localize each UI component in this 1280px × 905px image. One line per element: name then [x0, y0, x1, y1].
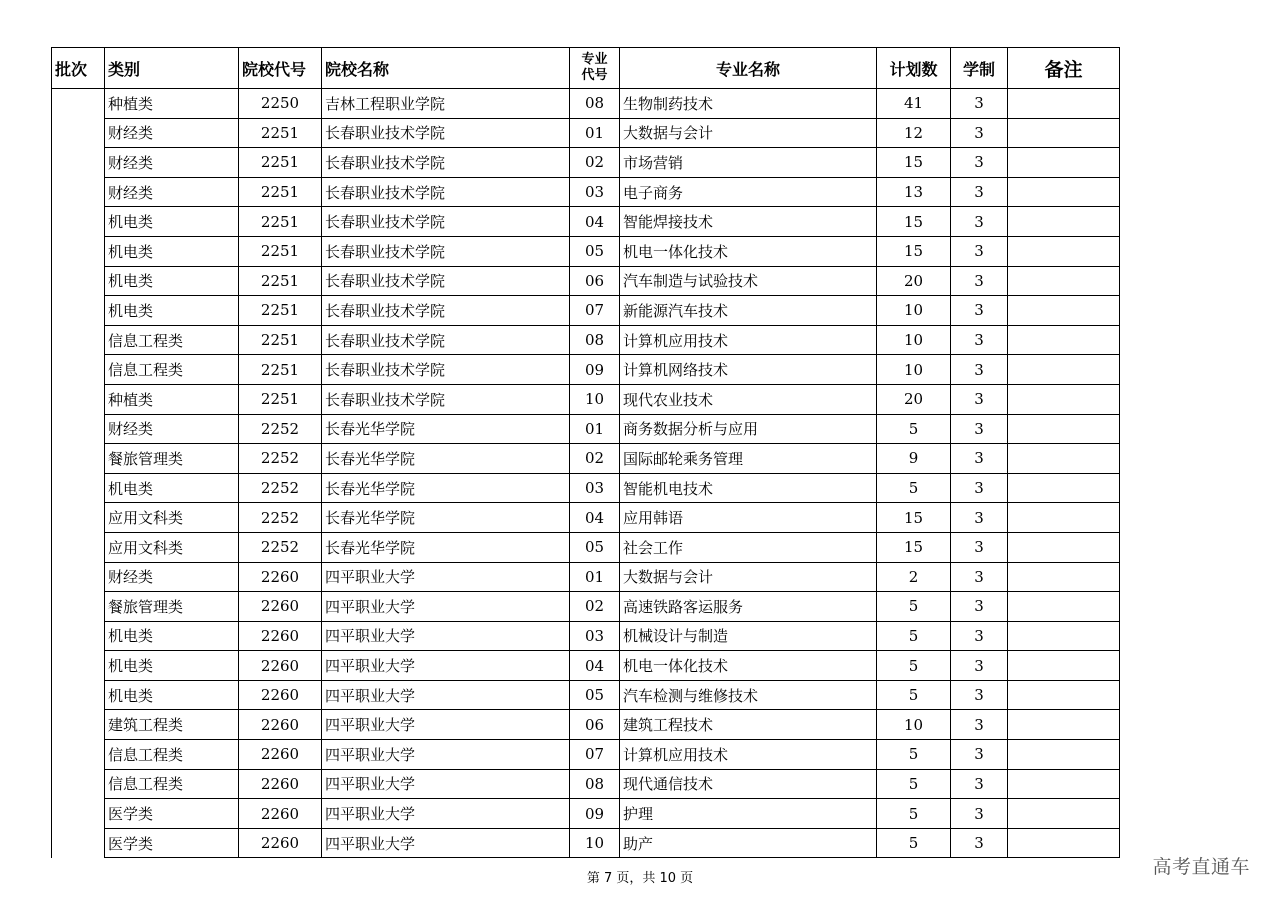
cell-school-code: 2251: [239, 355, 322, 385]
cell-school-name: 长春职业技术学院: [322, 207, 570, 237]
cell-major-code: 02: [570, 148, 620, 178]
cell-school-name: 四平职业大学: [322, 651, 570, 681]
header-row: [52, 48, 1120, 89]
cell-school-name: 长春职业技术学院: [322, 325, 570, 355]
cell-remarks: [1008, 325, 1120, 355]
cell-school-name: 长春职业技术学院: [322, 266, 570, 296]
cell-major-code: 10: [570, 828, 620, 858]
cell-major-name: 现代通信技术: [620, 769, 877, 799]
cell-remarks: [1008, 621, 1120, 651]
cell-school-name: 长春职业技术学院: [322, 236, 570, 266]
cell-plan: 5: [877, 621, 951, 651]
cell-school-code: 2251: [239, 118, 322, 148]
cell-remarks: [1008, 592, 1120, 622]
table-row: [52, 828, 1120, 858]
cell-years: 3: [951, 769, 1008, 799]
cell-school-code: 2251: [239, 266, 322, 296]
cell-remarks: [1008, 89, 1120, 119]
cell-remarks: [1008, 444, 1120, 474]
cell-batch: [52, 89, 105, 858]
cell-school-name: 四平职业大学: [322, 799, 570, 829]
cell-years: 3: [951, 355, 1008, 385]
cell-category: 餐旅管理类: [105, 592, 239, 622]
header-school-name: 院校名称: [322, 48, 570, 89]
cell-remarks: [1008, 236, 1120, 266]
cell-plan: 15: [877, 532, 951, 562]
cell-category: 应用文科类: [105, 532, 239, 562]
cell-major-code: 01: [570, 414, 620, 444]
cell-remarks: [1008, 148, 1120, 178]
page-number: 第 7 页，共 10 页: [586, 871, 694, 886]
cell-plan: 5: [877, 592, 951, 622]
cell-school-code: 2260: [239, 680, 322, 710]
header-years: 学制: [951, 48, 1008, 89]
table-header: [52, 48, 1120, 89]
watermark-text: 高考直通车: [1152, 856, 1250, 878]
cell-school-name: 长春职业技术学院: [322, 118, 570, 148]
cell-plan: 5: [877, 740, 951, 770]
cell-plan: 15: [877, 236, 951, 266]
cell-category: 财经类: [105, 562, 239, 592]
enrollment-plan-table: [51, 47, 1120, 858]
cell-plan: 5: [877, 651, 951, 681]
table-row: [52, 296, 1120, 326]
cell-school-name: 长春光华学院: [322, 414, 570, 444]
cell-school-code: 2260: [239, 828, 322, 858]
cell-major-name: 市场营销: [620, 148, 877, 178]
cell-years: 3: [951, 740, 1008, 770]
cell-category: 机电类: [105, 473, 239, 503]
cell-category: 医学类: [105, 828, 239, 858]
cell-years: 3: [951, 799, 1008, 829]
cell-major-name: 计算机应用技术: [620, 740, 877, 770]
cell-major-code: 09: [570, 799, 620, 829]
cell-major-code: 05: [570, 680, 620, 710]
cell-years: 3: [951, 562, 1008, 592]
cell-years: 3: [951, 236, 1008, 266]
header-plan: 计划数: [877, 48, 951, 89]
cell-years: 3: [951, 503, 1008, 533]
table-body: [52, 89, 1120, 858]
cell-remarks: [1008, 651, 1120, 681]
header-major-code: [570, 48, 620, 89]
table-row: [52, 562, 1120, 592]
cell-school-name: 长春职业技术学院: [322, 355, 570, 385]
cell-school-name: 长春光华学院: [322, 473, 570, 503]
table-row: [52, 621, 1120, 651]
cell-major-code: 06: [570, 710, 620, 740]
cell-plan: 5: [877, 473, 951, 503]
cell-school-name: 长春光华学院: [322, 503, 570, 533]
cell-remarks: [1008, 473, 1120, 503]
table-row: [52, 325, 1120, 355]
cell-remarks: [1008, 384, 1120, 414]
cell-major-name: 智能焊接技术: [620, 207, 877, 237]
cell-school-name: 四平职业大学: [322, 828, 570, 858]
cell-plan: 15: [877, 148, 951, 178]
cell-major-name: 汽车制造与试验技术: [620, 266, 877, 296]
cell-major-name: 大数据与会计: [620, 562, 877, 592]
cell-plan: 13: [877, 177, 951, 207]
cell-major-name: 汽车检测与维修技术: [620, 680, 877, 710]
cell-category: 机电类: [105, 621, 239, 651]
cell-school-code: 2260: [239, 769, 322, 799]
table-row: [52, 444, 1120, 474]
cell-major-code: 08: [570, 769, 620, 799]
cell-school-name: 长春职业技术学院: [322, 384, 570, 414]
cell-major-name: 生物制药技术: [620, 89, 877, 119]
cell-school-name: 长春职业技术学院: [322, 148, 570, 178]
cell-plan: 15: [877, 207, 951, 237]
cell-plan: 5: [877, 769, 951, 799]
cell-school-name: 四平职业大学: [322, 621, 570, 651]
cell-major-code: 02: [570, 444, 620, 474]
cell-school-code: 2260: [239, 799, 322, 829]
cell-school-code: 2260: [239, 710, 322, 740]
header-remarks: 备注: [1008, 48, 1120, 89]
cell-category: 机电类: [105, 266, 239, 296]
cell-remarks: [1008, 296, 1120, 326]
cell-years: 3: [951, 710, 1008, 740]
cell-major-code: 05: [570, 236, 620, 266]
cell-school-code: 2251: [239, 325, 322, 355]
cell-school-code: 2252: [239, 414, 322, 444]
header-batch: 批次: [52, 48, 105, 89]
table-row: [52, 355, 1120, 385]
cell-remarks: [1008, 740, 1120, 770]
cell-years: 3: [951, 828, 1008, 858]
table-row: [52, 799, 1120, 829]
cell-plan: 2: [877, 562, 951, 592]
cell-years: 3: [951, 266, 1008, 296]
cell-years: 3: [951, 473, 1008, 503]
cell-plan: 5: [877, 799, 951, 829]
cell-major-code: 09: [570, 355, 620, 385]
table-row: [52, 769, 1120, 799]
cell-years: 3: [951, 621, 1008, 651]
cell-major-name: 大数据与会计: [620, 118, 877, 148]
cell-school-code: 2260: [239, 651, 322, 681]
cell-plan: 15: [877, 503, 951, 533]
cell-school-code: 2252: [239, 444, 322, 474]
cell-school-code: 2251: [239, 384, 322, 414]
cell-major-name: 现代农业技术: [620, 384, 877, 414]
cell-school-code: 2260: [239, 592, 322, 622]
cell-remarks: [1008, 769, 1120, 799]
cell-years: 3: [951, 177, 1008, 207]
table-row: [52, 740, 1120, 770]
cell-school-code: 2252: [239, 532, 322, 562]
cell-major-code: 08: [570, 325, 620, 355]
cell-years: 3: [951, 680, 1008, 710]
cell-years: 3: [951, 207, 1008, 237]
table-row: [52, 118, 1120, 148]
cell-years: 3: [951, 651, 1008, 681]
cell-remarks: [1008, 207, 1120, 237]
cell-years: 3: [951, 325, 1008, 355]
table-row: [52, 148, 1120, 178]
cell-major-name: 机械设计与制造: [620, 621, 877, 651]
cell-years: 3: [951, 592, 1008, 622]
cell-school-code: 2251: [239, 177, 322, 207]
cell-school-code: 2251: [239, 236, 322, 266]
header-major-code-line1: 专业: [581, 52, 608, 67]
cell-plan: 12: [877, 118, 951, 148]
cell-major-name: 电子商务: [620, 177, 877, 207]
cell-school-code: 2260: [239, 621, 322, 651]
cell-major-code: 01: [570, 118, 620, 148]
cell-major-code: 06: [570, 266, 620, 296]
cell-plan: 20: [877, 384, 951, 414]
cell-school-name: 四平职业大学: [322, 769, 570, 799]
cell-years: 3: [951, 532, 1008, 562]
cell-plan: 5: [877, 414, 951, 444]
header-major-name: 专业名称: [620, 48, 877, 89]
cell-school-code: 2251: [239, 296, 322, 326]
cell-category: 信息工程类: [105, 325, 239, 355]
table-row: [52, 592, 1120, 622]
cell-category: 财经类: [105, 177, 239, 207]
cell-category: 财经类: [105, 118, 239, 148]
table-row: [52, 680, 1120, 710]
cell-school-code: 2251: [239, 207, 322, 237]
cell-major-name: 社会工作: [620, 532, 877, 562]
cell-years: 3: [951, 89, 1008, 119]
cell-years: 3: [951, 118, 1008, 148]
cell-major-name: 计算机网络技术: [620, 355, 877, 385]
cell-major-code: 04: [570, 503, 620, 533]
cell-plan: 5: [877, 828, 951, 858]
cell-plan: 10: [877, 710, 951, 740]
cell-remarks: [1008, 503, 1120, 533]
cell-major-name: 国际邮轮乘务管理: [620, 444, 877, 474]
header-category: 类别: [105, 48, 239, 89]
cell-years: 3: [951, 384, 1008, 414]
cell-category: 机电类: [105, 236, 239, 266]
table-row: [52, 473, 1120, 503]
cell-school-name: 长春光华学院: [322, 532, 570, 562]
cell-major-name: 应用韩语: [620, 503, 877, 533]
cell-major-code: 03: [570, 473, 620, 503]
header-major-code-line2: 代号: [581, 68, 608, 83]
table-row: [52, 384, 1120, 414]
cell-category: 财经类: [105, 148, 239, 178]
cell-major-code: 02: [570, 592, 620, 622]
cell-school-code: 2260: [239, 562, 322, 592]
cell-remarks: [1008, 710, 1120, 740]
cell-major-code: 10: [570, 384, 620, 414]
cell-school-code: 2252: [239, 473, 322, 503]
cell-school-name: 四平职业大学: [322, 562, 570, 592]
cell-major-name: 商务数据分析与应用: [620, 414, 877, 444]
cell-remarks: [1008, 414, 1120, 444]
cell-major-name: 助产: [620, 828, 877, 858]
cell-major-code: 05: [570, 532, 620, 562]
table-row: [52, 503, 1120, 533]
table-row: [52, 207, 1120, 237]
cell-years: 3: [951, 414, 1008, 444]
cell-school-code: 2260: [239, 740, 322, 770]
cell-plan: 10: [877, 296, 951, 326]
table-row: [52, 414, 1120, 444]
cell-major-name: 智能机电技术: [620, 473, 877, 503]
cell-major-name: 计算机应用技术: [620, 325, 877, 355]
cell-category: 建筑工程类: [105, 710, 239, 740]
cell-plan: 20: [877, 266, 951, 296]
cell-major-name: 护理: [620, 799, 877, 829]
cell-major-name: 高速铁路客运服务: [620, 592, 877, 622]
cell-category: 医学类: [105, 799, 239, 829]
cell-school-name: 四平职业大学: [322, 710, 570, 740]
cell-major-name: 机电一体化技术: [620, 236, 877, 266]
cell-remarks: [1008, 799, 1120, 829]
cell-school-code: 2250: [239, 89, 322, 119]
header-school-code: 院校代号: [239, 48, 322, 89]
cell-school-name: 四平职业大学: [322, 740, 570, 770]
table-row: [52, 710, 1120, 740]
cell-school-code: 2251: [239, 148, 322, 178]
cell-major-name: 建筑工程技术: [620, 710, 877, 740]
cell-remarks: [1008, 532, 1120, 562]
cell-major-code: 03: [570, 621, 620, 651]
cell-category: 机电类: [105, 296, 239, 326]
cell-category: 应用文科类: [105, 503, 239, 533]
cell-category: 种植类: [105, 384, 239, 414]
table-row: [52, 236, 1120, 266]
cell-major-code: 07: [570, 296, 620, 326]
table-row: [52, 89, 1120, 119]
cell-plan: 10: [877, 355, 951, 385]
cell-remarks: [1008, 266, 1120, 296]
cell-years: 3: [951, 296, 1008, 326]
cell-remarks: [1008, 177, 1120, 207]
cell-school-name: 长春光华学院: [322, 444, 570, 474]
cell-remarks: [1008, 562, 1120, 592]
table-row: [52, 177, 1120, 207]
cell-major-code: 07: [570, 740, 620, 770]
cell-school-name: 吉林工程职业学院: [322, 89, 570, 119]
cell-plan: 5: [877, 680, 951, 710]
cell-category: 信息工程类: [105, 355, 239, 385]
cell-category: 机电类: [105, 207, 239, 237]
cell-category: 机电类: [105, 680, 239, 710]
cell-major-code: 08: [570, 89, 620, 119]
cell-plan: 10: [877, 325, 951, 355]
cell-category: 机电类: [105, 651, 239, 681]
cell-category: 财经类: [105, 414, 239, 444]
cell-category: 信息工程类: [105, 740, 239, 770]
cell-category: 餐旅管理类: [105, 444, 239, 474]
cell-years: 3: [951, 444, 1008, 474]
cell-major-name: 机电一体化技术: [620, 651, 877, 681]
cell-category: 种植类: [105, 89, 239, 119]
cell-years: 3: [951, 148, 1008, 178]
cell-plan: 41: [877, 89, 951, 119]
cell-remarks: [1008, 355, 1120, 385]
cell-school-name: 长春职业技术学院: [322, 296, 570, 326]
cell-remarks: [1008, 680, 1120, 710]
cell-school-code: 2252: [239, 503, 322, 533]
cell-school-name: 四平职业大学: [322, 680, 570, 710]
cell-remarks: [1008, 118, 1120, 148]
cell-plan: 9: [877, 444, 951, 474]
cell-school-name: 长春职业技术学院: [322, 177, 570, 207]
cell-major-name: 新能源汽车技术: [620, 296, 877, 326]
cell-major-code: 03: [570, 177, 620, 207]
cell-category: 信息工程类: [105, 769, 239, 799]
cell-major-code: 01: [570, 562, 620, 592]
cell-remarks: [1008, 828, 1120, 858]
cell-major-code: 04: [570, 651, 620, 681]
cell-major-code: 04: [570, 207, 620, 237]
cell-school-name: 四平职业大学: [322, 592, 570, 622]
table-row: [52, 266, 1120, 296]
table-row: [52, 651, 1120, 681]
table-row: [52, 532, 1120, 562]
